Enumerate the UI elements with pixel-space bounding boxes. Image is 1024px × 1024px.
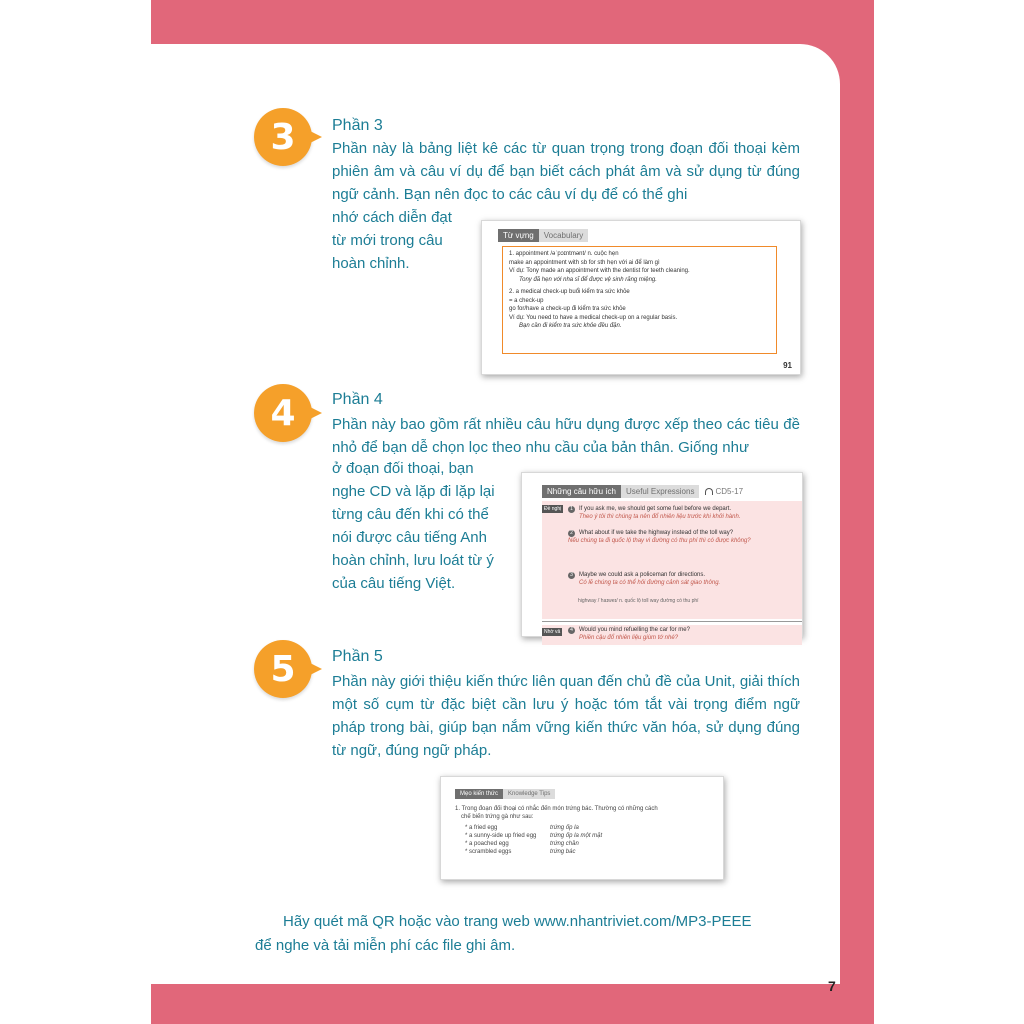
vocab-line: Bạn cần đi kiểm tra sức khỏe đều đặn.	[519, 323, 622, 329]
wrap-line: từ mới trong câu	[332, 232, 443, 249]
useful-tabs	[542, 485, 743, 498]
item-en: What about if we take the highway instead of the toll way?	[579, 530, 734, 536]
section-5-badge	[254, 640, 312, 698]
item-en: Would you mind refuelling the car for me?	[579, 627, 690, 633]
knowledge-intro: 1. Trong đoạn đối thoại có nhắc đến món trứng bác. Thường có những cách	[455, 806, 658, 812]
list-item	[455, 848, 658, 856]
egg-en: * a poached egg	[465, 841, 509, 847]
cd-track	[699, 487, 743, 496]
section-4-text: Phần này bao gồm rất nhiều câu hữu dụng được xếp theo các tiêu đề nhỏ để bạn dễ chọn lọc theo nhu cầu của bản thân. Giống như	[332, 416, 800, 456]
egg-en: * scrambled eggs	[465, 849, 512, 855]
egg-en: * a fried egg	[465, 825, 498, 831]
knowledge-tab-en: Knowledge Tips	[503, 789, 555, 799]
expression-item-4	[568, 626, 690, 642]
section-3-wrap-text	[332, 206, 452, 275]
section-4-badge	[254, 384, 312, 442]
item-number: 3	[568, 572, 575, 579]
vocab-line: Ví dụ: You need to have a medical check-up on a regular basis.	[509, 314, 678, 321]
egg-vi: trứng chần	[550, 841, 579, 847]
sample-page-number: 91	[783, 361, 792, 370]
item-vi: Có lẽ chúng ta có thể hỏi đường cảnh sát giao thông.	[579, 580, 721, 586]
section-5-title: Phần 5	[332, 648, 383, 665]
vocab-line: go for/have a check-up đi kiểm tra sức khỏe	[509, 306, 626, 312]
cd-track-label: CD5-17	[715, 487, 744, 496]
egg-vi: trứng ốp la	[550, 825, 579, 831]
vocab-tab-vi: Từ vựng	[498, 229, 539, 242]
item-number: 1	[568, 506, 575, 513]
suggestion-tag: Đề nghị	[544, 506, 562, 512]
vocab-line: 1. appointment /əˈpɔɪntmənt/ n. cuộc hẹn	[509, 251, 619, 257]
list-item	[455, 824, 658, 832]
section-5-text: Phần này giới thiệu kiến thức liên quan đến chủ đề của Unit, giải thích một số cụm từ đặc biệt cần lưu ý hoặc tóm tắt vài trọng điểm ngữ pháp trong bài, giúp bạn nắm vững kiến thức văn hóa, sử dụng đúng từ ngữ, đúng ngữ pháp.	[332, 673, 800, 759]
egg-vi: trứng bác	[550, 849, 576, 855]
page-number: 7	[828, 978, 836, 994]
section-3-text: Phần này là bảng liệt kê các từ quan trọng trong đoạn đối thoại kèm phiên âm và câu ví dụ để bạn biết cách phát âm và sử dụng từ đúng ngữ cảnh. Bạn nên đọc to các câu ví dụ để có thể ghi	[332, 140, 800, 203]
vocab-line: Ví dụ: Tony made an appointment with the dentist for teeth cleaning.	[509, 268, 690, 274]
vocab-line: = a check-up	[509, 297, 544, 304]
useful-tab-vi: Những câu hữu ích	[542, 485, 621, 498]
headphone-icon	[705, 488, 713, 495]
section-4-wrap-text	[332, 457, 495, 595]
section-3-title: Phần 3	[332, 117, 383, 134]
item-en: Maybe we could ask a policeman for directions.	[579, 572, 706, 578]
vocab-note: highway /ˈhaɪweɪ/ n. quốc lộ toll way đường có thu phí	[578, 598, 699, 604]
knowledge-intro: chế biến trứng gà như sau:	[461, 814, 534, 820]
wrap-line: ở đoạn đối thoại, bạn	[332, 460, 474, 477]
vocab-tab-en: Vocabulary	[539, 229, 589, 242]
knowledge-list	[455, 805, 658, 856]
wrap-line: hoàn chỉnh.	[332, 255, 410, 272]
wrap-line: của câu tiếng Việt.	[332, 575, 456, 592]
vocab-line: make an appointment with sb for sth hẹn với ai để làm gì	[509, 259, 660, 266]
item-number: 2	[568, 530, 575, 537]
section-4-title: Phần 4	[332, 391, 383, 408]
wrap-line: từng câu đến khi có thể	[332, 506, 489, 523]
wrap-line: hoàn chỉnh, lưu loát từ ý	[332, 552, 494, 569]
useful-tab-en: Useful Expressions	[621, 485, 699, 498]
item-vi: Theo ý tôi thì chúng ta nên đổ nhiên liệu trước khi khởi hành.	[579, 514, 741, 520]
list-item	[455, 832, 658, 840]
divider	[542, 621, 802, 622]
request-tag: Nhờ vả	[544, 629, 561, 635]
section-3-number: 3	[270, 116, 296, 158]
expression-item-1	[568, 505, 741, 521]
wrap-line: nhớ cách diễn đạt	[332, 209, 452, 226]
section-5-number: 5	[270, 648, 296, 690]
knowledge-tab-vi: Mẹo kiến thức	[455, 789, 503, 799]
egg-vi: trứng ốp la một mặt	[550, 833, 603, 839]
wrap-line: nói được câu tiếng Anh	[332, 529, 487, 546]
footer-note	[255, 910, 805, 958]
vocab-tabs	[498, 229, 588, 242]
knowledge-sample-image	[440, 776, 724, 880]
section-3-badge	[254, 108, 312, 166]
expression-item-3	[568, 571, 720, 587]
knowledge-tabs	[455, 789, 555, 799]
expression-item-2	[568, 529, 798, 545]
section-4-number: 4	[270, 392, 296, 434]
vocabulary-sample-image	[481, 220, 801, 375]
item-en: If you ask me, we should get some fuel before we depart.	[579, 506, 732, 512]
footer-line-2: để nghe và tải miễn phí các file ghi âm.	[255, 937, 516, 954]
item-vi: Phiền cậu đổ nhiên liệu giùm tớ nhé?	[579, 635, 679, 641]
footer-line-1: Hãy quét mã QR hoặc vào trang web www.nhantriviet.com/MP3-PEEE	[283, 913, 752, 930]
list-item	[455, 840, 658, 848]
item-number: 4	[568, 627, 575, 634]
vocab-line: 2. a medical check-up buổi kiểm tra sức khỏe	[509, 289, 630, 295]
vocab-box	[502, 246, 777, 354]
wrap-line: nghe CD và lặp đi lặp lại	[332, 483, 495, 500]
vocab-line: Tony đã hẹn với nha sĩ để được vệ sinh răng miệng.	[519, 276, 657, 283]
item-vi: Nếu chúng ta đi quốc lộ thay vì đường có thu phí thì có được không?	[568, 538, 751, 544]
egg-en: * a sunny-side up fried egg	[465, 833, 537, 839]
useful-expressions-sample-image	[521, 472, 803, 641]
